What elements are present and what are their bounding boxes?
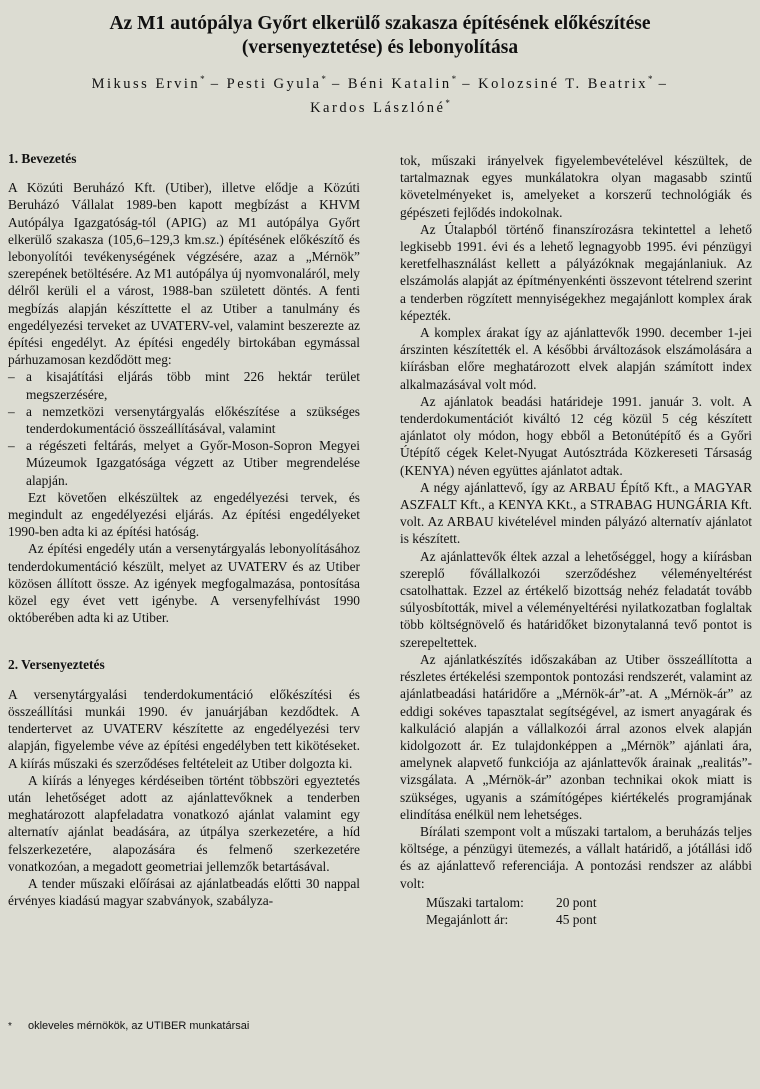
right-column [400, 152, 752, 928]
paragraph: Az Útalapból történő finanszírozásra tekintettel a lehető legkisebb 1991. évi és a lehető legnagyobb 1995. évi pénzügyi keretfelhasználást kellett a pályázóknak megajánlaniuk. Az elszámolás alapját az építményenkénti összevont tételrend szerint a tenderben rögzített mennyiségekhez megajánlott komplex árak képezték. [400, 221, 752, 323]
author-mark: * [321, 74, 326, 84]
author-line-2 [10, 94, 750, 118]
paragraph: Az építési engedély után a versenytárgyalás lebonyolításához tenderdokumentáció készült, melyet az UVATERV és az Utiber közösen állított össze. Az igények megfogalmazása, pontosítása közel egy évet vett igénybe. A versenyfelhívást 1990 októberében adta ki az Utiber. [8, 541, 360, 626]
list-item: – a nemzetközi versenytárgyalás előkészítése a szükséges tenderdokumentáció összeállításával, valamint [8, 403, 360, 437]
score-row [426, 894, 752, 911]
section-heading-introduction: 1. Bevezetés [8, 151, 77, 166]
paragraph: A komplex árakat így az ajánlattevők 1990. december 1-jei árszinten készítették el. A későbbi árváltozások elszámolására a kiírásban előre meghatározott elvek alapján számított index alkalmazásával volt mód. [400, 325, 752, 392]
left-column [8, 150, 360, 909]
paragraph: Az ajánlatok beadási határideje 1991. január 3. volt. A tenderdokumentációt kiváltó 12 cég közül 5 cég készített ajánlatot oly módon, hogy ebből a Betonútépítő és a Győri Útépítő cégek Kelet-Nyugat Autósztráda Közkereseti Társaság (KENYA) néven együttes ajánlatot adtak. [400, 393, 752, 478]
author-name: Mikuss Ervin [91, 75, 201, 92]
task-list [8, 368, 360, 488]
paragraph: Bírálati szempont volt a műszaki tartalom, a beruházás teljes költsége, a pénzügyi ütemezés, a vállalt határidő, a jótállási idő és az ajánlattevő referenciája. A pontozási rendszer az alábbi volt: [400, 823, 752, 891]
footnote-text: okleveles mérnökök, az UTIBER munkatársai [28, 1020, 250, 1032]
list-item: – a kisajátítási eljárás több mint 226 hektár terület megszerzésére, [8, 368, 360, 402]
title-line-2: (versenyeztetése) és lebonyolítása [241, 37, 519, 58]
paragraph: A versenytárgyalási tenderdokumentáció előkészítési és összeállítási munkái 1990. év januárjában kezdődtek. A tendertervet az UVATERV készítette az engedélyezési terv alapján, figyelembe véve az építési engedélyben tett kikötéseket. A kiírás műszaki és szerződéses feltételeit az Utiber dolgozta ki. [8, 686, 360, 771]
author-name: Béni Katalin [347, 75, 452, 92]
article-title [10, 12, 750, 60]
paragraph: Ezt követően elkészültek az engedélyezési tervek, és megindult az engedélyezési eljárás. Az építési engedélyeket 1990-ben adta ki az építési hatóság. [8, 489, 360, 540]
paragraph: A kiírás a lényeges kérdéseiben történt többszöri egyeztetés után lehetőséget adott az ajánlattevőknek a tenderben meghatározott alapfeladatra vonatkozó ajánlat valamint egy alternatív ajánlat beadására, az útpálya szerkezetére, a híd felszerkezetére, alapozására és felmenő szerkezetére vonatkozóan, a megadott geometriai jellemzők betartásával. [8, 772, 360, 874]
author-mark: * [445, 97, 450, 108]
author-mark: * [451, 74, 457, 84]
score-value: 20 pont [556, 894, 597, 910]
paragraph: tok, műszaki irányelvek figyelembevételével készültek, de tartalmaznak egyes munkálatokra olyan magasabb szintű követelményeket is, amelyeket a korszerű technológiák és gépészeti fejlődés indokolnak. [400, 153, 752, 220]
paragraph: Az ajánlattevők éltek azzal a lehetőséggel, hogy a kiírásban szereplő fővállalkozói szerződéshez véleményeltérést csatolhattak. Ezzel az értékelő bizottság nehéz feladatát tovább súlyosbították, mivel a véleményeltérési nyilatkozatban foglaltak több költségnövelő és határidőket bizonytalanná tevő pontot is szerepeltettek. [400, 548, 752, 650]
paragraph: A Közúti Beruházó Kft. (Utiber), illetve elődje a Közúti Beruházó Vállalat 1989-ben kapott megbízást a KHVM Autópálya Igazgatóság-tól (APIG) az M1 autópálya Győrt elkerülő szakasza (105,6–129,3 km.sz.) építésének előkészítő és lebonyolítói tevékenységének végzésére, azaz a „Mérnök” szerepének betöltésére. Az M1 autópálya új nyomvonaláról, mely délről kerüli el a várost, 1988-ban született döntés. A fenti megbízás alapján készíttette el az Utiber a tanulmány és engedélyezési terveket az UVATERV-vel, valamint beszerezte az építési engedélyt. Az építési engedély birtokában egymással párhuzamosan kezdődött meg: [8, 180, 360, 368]
section-heading-tendering: 2. Versenyeztetés [8, 657, 105, 673]
score-label: Műszaki tartalom: [426, 894, 524, 910]
author-line-1 [10, 70, 750, 94]
footnote [8, 1020, 368, 1032]
author-separator: – [652, 75, 669, 92]
score-table [426, 894, 752, 928]
author-separator: – [325, 75, 348, 92]
paragraph: A tender műszaki előírásai az ajánlatbeadás előtti 30 nappal érvényes kiadású magyar szabványok, szabályza- [8, 875, 360, 909]
author-separator: – [456, 75, 479, 92]
author-name: Pesti Gyula [226, 75, 322, 92]
author-mark: * [200, 74, 205, 84]
author-separator: – [204, 75, 227, 92]
author-mark: * [648, 74, 653, 84]
footnote-mark: * [8, 1021, 12, 1032]
title-line-1: Az M1 autópálya Győrt elkerülő szakasza építésének előkészítése [109, 13, 651, 34]
score-row [426, 911, 752, 928]
paragraph: Az ajánlatkészítés időszakában az Utiber összeállította a részletes értékelési szempontok pontozási rendszerét, valamint az ajánlatbeadási határidőre a „Mérnök-ár”-at. A „Mérnök-ár” az eddigi sokéves tapasztalat segítségével, az ismert anyagárak és kalkuláció alapján a vállalkozói árral azonos elvek alapján kidolgozott ár. Ez tulajdonképpen a „Mérnök” ajánlati ára, amelynek alapvető funkciója az ajánlattevők árainak „realitás”-vizsgálata. A „Mérnök-ár” azonban technikai okok miatt is szükséges, ugyanis a számítógépes kiértékelés programjának elindítása enélkül nem lehetséges. [400, 651, 752, 822]
paragraph: A négy ajánlattevő, így az ARBAU Építő Kft., a MAGYAR ASZFALT Kft., a KENYA KKt., a STRABAG HUNGÁRIA Kft. volt. Az ARBAU kivételével minden pályázó alternatív ajánlatot is készített. [400, 479, 752, 547]
score-label: Megajánlott ár: [426, 911, 509, 927]
section-gap [8, 626, 360, 656]
author-name: Kolozsiné T. Beatrix [478, 75, 648, 92]
list-item: – a régészeti feltárás, melyet a Győr-Moson-Sopron Megyei Múzeumok Igazgatósága végzett az Utiber megrendelése alapján. [8, 437, 360, 489]
author-list [10, 70, 750, 118]
score-value: 45 pont [556, 911, 597, 927]
author-name: Kardos Lászlóné [310, 99, 446, 116]
